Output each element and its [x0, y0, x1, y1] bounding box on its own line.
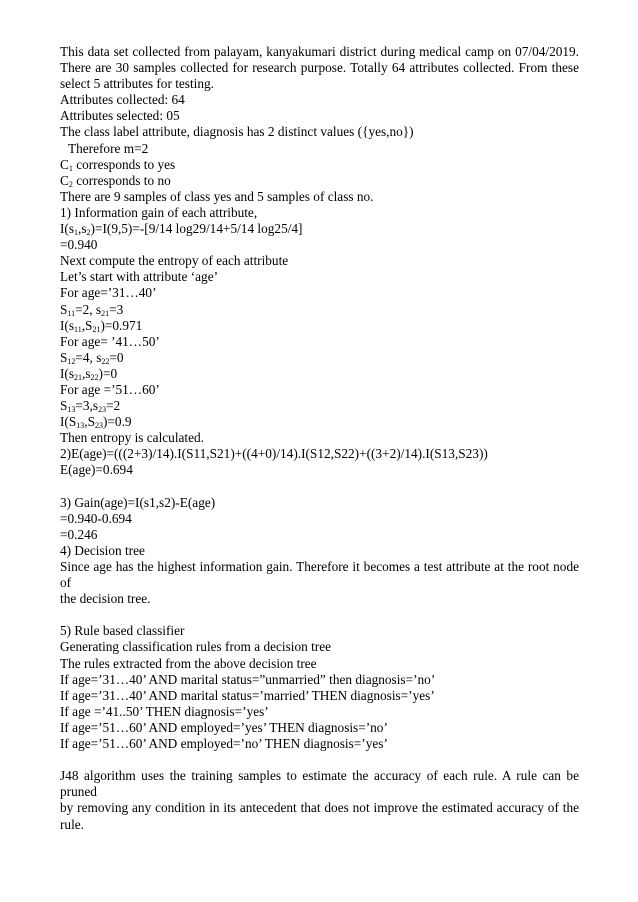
age1-s-line: $S_{11}=2$, $s_{21}=3$: [60, 301, 124, 318]
rule-generating: Generating classification rules from a decision tree: [60, 639, 332, 655]
i-formula: $I(s_1,s_2)=I(9,5)=-[9/14$ log29/14+5/14 log25/4]: [60, 221, 303, 238]
gain-calc: =0.940-0.694: [60, 510, 132, 526]
intro-line-3: select 5 attributes for testing.: [60, 76, 214, 92]
intro-line-1: This data set collected from palayam, kanyakumari district during medical camp on 07/04/2019.: [60, 44, 579, 59]
samples-line: There are 9 samples of class yes and 5 samples of class no.: [60, 188, 374, 204]
age2-i-line: $I(s_{21},s_{22})=0$: [60, 365, 118, 382]
age3-s-line: $S_{13}=3,s_{23}=2$: [60, 398, 121, 415]
i-value: =0.940: [60, 237, 98, 253]
age3-label: For age =’51…60’: [60, 381, 160, 397]
age2-label: For age= ’41…50’: [60, 333, 160, 349]
rule-item: If age=’31…40’ AND marital status=’married’ THEN diagnosis=’yes’: [60, 687, 435, 703]
age2-s-line: $S_{12}=4$, $s_{22}=0$: [60, 349, 124, 366]
class-label-text: The class label attribute, diagnosis has 2 distinct values ({yes,no}): [60, 124, 414, 140]
info-gain-heading: 1) Information gain of each attribute,: [60, 204, 258, 220]
lets-start: Let’s start with attribute ‘age’: [60, 269, 219, 285]
decision-tree-text-1: Since age has the highest information gain. Therefore it becomes a test attribute at the root node of: [60, 559, 579, 591]
rule-item: If age =’41..50’ THEN diagnosis=’yes’: [60, 703, 269, 719]
spacer: [60, 607, 579, 623]
therefore-m: Therefore m=2: [68, 140, 149, 156]
j48-line-3: rule.: [60, 816, 84, 832]
rule-extracted: The rules extracted from the above decision tree: [60, 655, 317, 671]
age1-i-line: $I(s_{11},S_{21})=0.971$: [60, 317, 143, 334]
spacer: [60, 479, 579, 495]
e-value: E(age)=0.694: [60, 462, 133, 478]
intro-line-2: There are 30 samples collected for research purpose. Totally 64 attributes collected. From these: [60, 60, 579, 76]
rule-item: If age=’31…40’ AND marital status=”unmarried” then diagnosis=’no’: [60, 671, 436, 687]
rule-heading: 5) Rule based classifier: [60, 623, 185, 639]
decision-tree-text-2: the decision tree.: [60, 591, 151, 607]
rule-item: If age=’51…60’ AND employed=’yes’ THEN diagnosis=’no’: [60, 719, 388, 735]
next-compute: Next compute the entropy of each attribute: [60, 253, 289, 269]
entropy-calculated: Then entropy is calculated.: [60, 430, 204, 446]
c1-line: $C_1$ corresponds to yes: [60, 156, 176, 173]
attributes-selected: Attributes selected: 05: [60, 108, 180, 124]
c2-line: $C_2$ corresponds to no: [60, 172, 171, 189]
gain-value: =0.246: [60, 526, 98, 542]
age3-i-line: $I(S_{13},S_{23})=0.9$: [60, 414, 132, 431]
attributes-collected: Attributes collected: 64: [60, 92, 185, 108]
document-body: [60, 44, 579, 833]
spacer: [60, 752, 579, 768]
j48-line-1: J48 algorithm uses the training samples to estimate the accuracy of each rule. A rule can be pruned: [60, 768, 579, 800]
gain-heading: 3) Gain(age)=I(s1,s2)-E(age): [60, 494, 216, 510]
age1-label: For age=’31…40’: [60, 285, 157, 301]
decision-tree-heading: 4) Decision tree: [60, 542, 145, 558]
rule-item: If age=’51…60’ AND employed=’no’ THEN diagnosis=’yes’: [60, 736, 388, 752]
e-formula: 2)E(age)=(((2+3)/14).I(S11,S21)+((4+0)/14).I(S12,S22)+((3+2)/14).I(S13,S23)): [60, 446, 488, 462]
j48-line-2: by removing any condition in its antecedent that does not improve the estimated accuracy of the: [60, 800, 579, 816]
